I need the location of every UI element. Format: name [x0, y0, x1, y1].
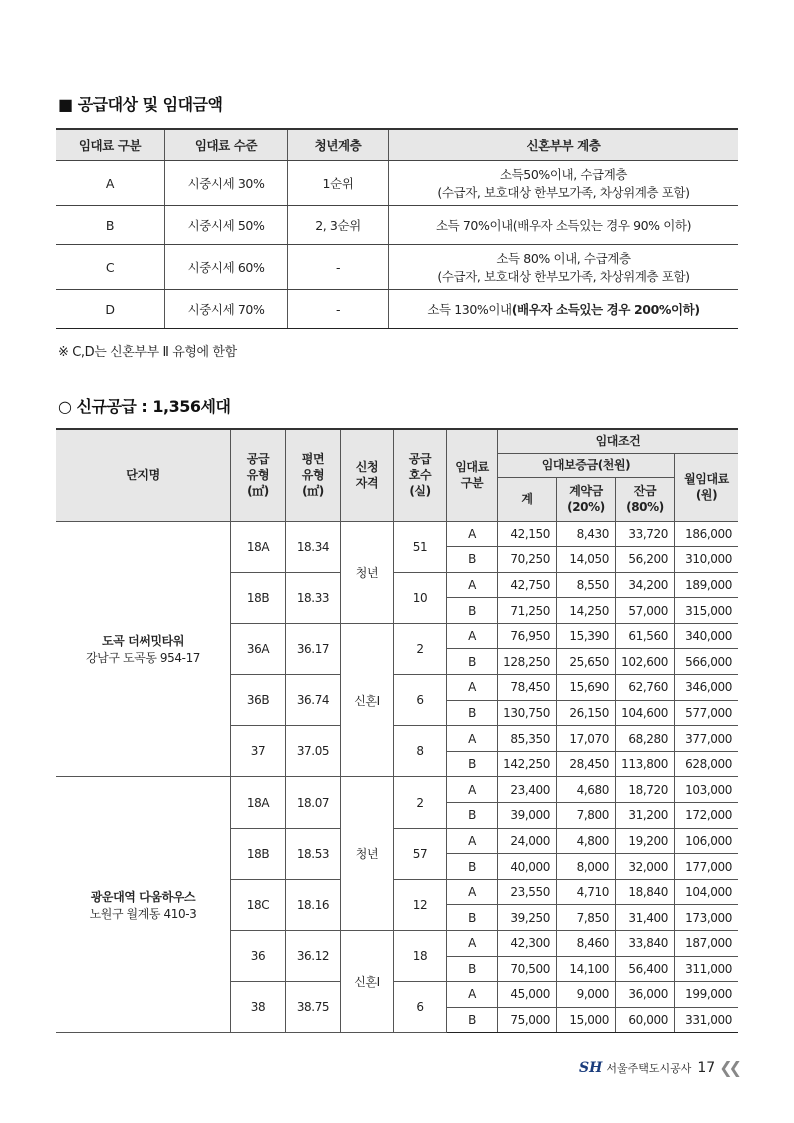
header-units: 공급 호수 (실) — [394, 429, 447, 521]
contract-cell: 9,000 — [557, 982, 616, 1008]
area-type-cell: 38.75 — [286, 982, 341, 1033]
table-row — [56, 245, 738, 290]
contract-cell: 28,450 — [557, 751, 616, 777]
balance-cell: 104,600 — [616, 700, 675, 726]
rent-class-cell: B — [447, 956, 498, 982]
balance-cell: 18,840 — [616, 879, 675, 905]
complex-address: 강남구 도곡동 954-17 — [85, 650, 201, 665]
units-cell: 8 — [394, 726, 447, 777]
area-type-cell: 36.12 — [286, 931, 341, 982]
monthly-rent-cell: 106,000 — [675, 828, 739, 854]
balance-cell: 60,000 — [616, 1007, 675, 1033]
contract-cell: 8,460 — [557, 931, 616, 957]
deposit-total-cell: 75,000 — [498, 1007, 557, 1033]
monthly-rent-cell: 104,000 — [675, 879, 739, 905]
qualification-cell: 청년 — [341, 521, 394, 623]
area-type-cell: 36.17 — [286, 623, 341, 674]
balance-cell: 102,600 — [616, 649, 675, 675]
organization-name: 서울주택도시공사 — [606, 1061, 692, 1075]
monthly-rent-cell: 346,000 — [675, 675, 739, 701]
header-newlywed: 신혼부부 계층 — [389, 129, 739, 161]
rent-class-cell: B — [447, 649, 498, 675]
deposit-total-cell: 42,150 — [498, 521, 557, 547]
complex-cell — [56, 521, 231, 777]
rent-class-cell: B — [447, 598, 498, 624]
units-cell: 2 — [394, 623, 447, 674]
qualification-cell: 신혼Ⅰ — [341, 623, 394, 777]
units-cell: 2 — [394, 777, 447, 828]
area-type-cell: 18.16 — [286, 879, 341, 930]
units-cell: 12 — [394, 879, 447, 930]
area-type-cell: 36.74 — [286, 675, 341, 726]
balance-cell: 19,200 — [616, 828, 675, 854]
monthly-rent-cell: 172,000 — [675, 803, 739, 829]
rent-class-cell: A — [447, 982, 498, 1008]
supply-type-cell: 36 — [231, 931, 286, 982]
area-type-cell: 37.05 — [286, 726, 341, 777]
rent-class-cell: B — [447, 905, 498, 931]
supply-type-cell: 36A — [231, 623, 286, 674]
area-type-cell: 18.07 — [286, 777, 341, 828]
complex-name: 광운대역 다움하우스 — [90, 889, 196, 904]
deposit-total-cell: 128,250 — [498, 649, 557, 675]
contract-cell: 17,070 — [557, 726, 616, 752]
rent-level-table — [56, 128, 738, 329]
table-row — [56, 161, 738, 206]
header-conditions: 임대조건 — [498, 429, 739, 453]
balance-cell: 33,720 — [616, 521, 675, 547]
newlywed-text-bold: (배우자 소득있는 경우 200%이하) — [511, 302, 700, 317]
monthly-rent-cell: 173,000 — [675, 905, 739, 931]
balance-cell: 34,200 — [616, 572, 675, 598]
newlywed-line: 소득 80% 이내, 수급계층 — [496, 251, 631, 266]
youth-cell: - — [288, 290, 389, 329]
header-rent-class: 임대료 구분 — [447, 429, 498, 521]
header-deposit: 임대보증금(천원) — [498, 453, 675, 477]
table-row — [56, 521, 738, 547]
units-cell: 57 — [394, 828, 447, 879]
area-type-cell: 18.53 — [286, 828, 341, 879]
monthly-rent-cell: 103,000 — [675, 777, 739, 803]
monthly-rent-cell: 577,000 — [675, 700, 739, 726]
complex-address: 노원구 월계동 410-3 — [89, 906, 197, 921]
new-supply-table-body — [56, 521, 738, 1033]
deposit-total-cell: 70,500 — [498, 956, 557, 982]
deposit-total-cell: 42,300 — [498, 931, 557, 957]
monthly-rent-cell: 340,000 — [675, 623, 739, 649]
supply-type-cell: 18B — [231, 828, 286, 879]
supply-type-cell: 18A — [231, 777, 286, 828]
supply-type-cell: 38 — [231, 982, 286, 1033]
newlywed-cell — [389, 290, 739, 329]
table-row — [56, 290, 738, 329]
balance-cell: 61,560 — [616, 623, 675, 649]
newlywed-line: (수급자, 보호대상 한부모가족, 차상위계층 포함) — [437, 185, 690, 200]
monthly-rent-cell: 189,000 — [675, 572, 739, 598]
contract-cell: 25,650 — [557, 649, 616, 675]
newlywed-cell — [389, 245, 739, 290]
deposit-total-cell: 71,250 — [498, 598, 557, 624]
newlywed-cell: 소득 70%이내(배우자 소득있는 경우 90% 이하) — [389, 206, 739, 245]
deposit-total-cell: 76,950 — [498, 623, 557, 649]
supply-type-cell: 36B — [231, 675, 286, 726]
rent-class-cell: A — [447, 726, 498, 752]
footnote: ※ C,D는 신혼부부 Ⅱ 유형에 한함 — [58, 345, 237, 360]
contract-cell: 4,710 — [557, 879, 616, 905]
table-row — [56, 206, 738, 245]
youth-cell: 1순위 — [288, 161, 389, 206]
rent-class-cell: D — [56, 290, 165, 329]
deposit-total-cell: 45,000 — [498, 982, 557, 1008]
page-number: 17 — [697, 1059, 716, 1076]
deposit-total-cell: 23,550 — [498, 879, 557, 905]
rent-class-cell: A — [447, 777, 498, 803]
header-contract: 계약금 (20%) — [557, 477, 616, 521]
header-rent-level: 임대료 수준 — [165, 129, 288, 161]
header-balance: 잔금 (80%) — [616, 477, 675, 521]
deposit-total-cell: 42,750 — [498, 572, 557, 598]
balance-cell: 68,280 — [616, 726, 675, 752]
deposit-total-cell: 23,400 — [498, 777, 557, 803]
rent-class-cell: C — [56, 245, 165, 290]
rent-class-cell: A — [447, 675, 498, 701]
table-row — [56, 777, 738, 803]
rent-level-cell: 시중시세 50% — [165, 206, 288, 245]
youth-cell: 2, 3순위 — [288, 206, 389, 245]
header-youth: 청년계층 — [288, 129, 389, 161]
header-total: 계 — [498, 477, 557, 521]
contract-cell: 14,250 — [557, 598, 616, 624]
rent-class-cell: B — [447, 1007, 498, 1033]
deposit-total-cell: 142,250 — [498, 751, 557, 777]
rent-level-cell: 시중시세 30% — [165, 161, 288, 206]
rent-class-cell: A — [447, 521, 498, 547]
deposit-total-cell: 40,000 — [498, 854, 557, 880]
area-type-cell: 18.33 — [286, 572, 341, 623]
rent-class-cell: A — [447, 931, 498, 957]
monthly-rent-cell: 628,000 — [675, 751, 739, 777]
balance-cell: 33,840 — [616, 931, 675, 957]
section-title-new-supply: ○ 신규공급 : 1,356세대 — [58, 397, 231, 416]
header-monthly-rent: 월임대료 (원) — [675, 453, 739, 521]
header-area-type: 평면 유형 (㎡) — [286, 429, 341, 521]
contract-cell: 7,800 — [557, 803, 616, 829]
contract-cell: 7,850 — [557, 905, 616, 931]
monthly-rent-cell: 187,000 — [675, 931, 739, 957]
rent-class-cell: A — [447, 828, 498, 854]
units-cell: 6 — [394, 982, 447, 1033]
balance-cell: 32,000 — [616, 854, 675, 880]
rent-level-cell: 시중시세 70% — [165, 290, 288, 329]
qualification-cell: 신혼Ⅰ — [341, 931, 394, 1033]
deposit-total-cell: 130,750 — [498, 700, 557, 726]
area-type-cell: 18.34 — [286, 521, 341, 572]
balance-cell: 113,800 — [616, 751, 675, 777]
header-rent-class: 임대료 구분 — [56, 129, 165, 161]
rent-class-cell: A — [447, 572, 498, 598]
rent-class-cell: B — [447, 700, 498, 726]
newlywed-line: 소득50%이내, 수급계층 — [499, 167, 628, 182]
monthly-rent-cell: 377,000 — [675, 726, 739, 752]
monthly-rent-cell: 310,000 — [675, 547, 739, 573]
rent-class-cell: B — [447, 547, 498, 573]
rent-class-cell: A — [56, 161, 165, 206]
page-footer — [579, 1058, 738, 1077]
newlywed-line: (수급자, 보호대상 한부모가족, 차상위계층 포함) — [437, 269, 690, 284]
deposit-total-cell: 39,250 — [498, 905, 557, 931]
header-supply-type: 공급 유형 (㎡) — [231, 429, 286, 521]
complex-cell — [56, 777, 231, 1033]
monthly-rent-cell: 186,000 — [675, 521, 739, 547]
balance-cell: 56,200 — [616, 547, 675, 573]
contract-cell: 14,100 — [557, 956, 616, 982]
contract-cell: 4,800 — [557, 828, 616, 854]
deposit-total-cell: 78,450 — [498, 675, 557, 701]
qualification-cell: 청년 — [341, 777, 394, 931]
contract-cell: 15,390 — [557, 623, 616, 649]
rent-level-cell: 시중시세 60% — [165, 245, 288, 290]
sh-logo: SH — [579, 1059, 603, 1076]
deposit-total-cell: 39,000 — [498, 803, 557, 829]
balance-cell: 31,400 — [616, 905, 675, 931]
monthly-rent-cell: 311,000 — [675, 956, 739, 982]
monthly-rent-cell: 177,000 — [675, 854, 739, 880]
rent-class-cell: A — [447, 879, 498, 905]
units-cell: 10 — [394, 572, 447, 623]
monthly-rent-cell: 566,000 — [675, 649, 739, 675]
rent-class-cell: B — [447, 751, 498, 777]
rent-class-cell: B — [447, 803, 498, 829]
units-cell: 51 — [394, 521, 447, 572]
balance-cell: 62,760 — [616, 675, 675, 701]
contract-cell: 8,550 — [557, 572, 616, 598]
supply-type-cell: 18C — [231, 879, 286, 930]
contract-cell: 8,430 — [557, 521, 616, 547]
contract-cell: 15,000 — [557, 1007, 616, 1033]
balance-cell: 31,200 — [616, 803, 675, 829]
units-cell: 18 — [394, 931, 447, 982]
monthly-rent-cell: 331,000 — [675, 1007, 739, 1033]
contract-cell: 26,150 — [557, 700, 616, 726]
contract-cell: 8,000 — [557, 854, 616, 880]
rent-class-cell: A — [447, 623, 498, 649]
chevron-left-icon: ❮❮ — [719, 1058, 738, 1077]
balance-cell: 56,400 — [616, 956, 675, 982]
balance-cell: 18,720 — [616, 777, 675, 803]
newlywed-cell — [389, 161, 739, 206]
youth-cell: - — [288, 245, 389, 290]
contract-cell: 15,690 — [557, 675, 616, 701]
supply-type-cell: 18B — [231, 572, 286, 623]
rent-class-cell: B — [56, 206, 165, 245]
supply-type-cell: 37 — [231, 726, 286, 777]
balance-cell: 36,000 — [616, 982, 675, 1008]
section-title-supply-target: ■ 공급대상 및 임대금액 — [58, 95, 223, 114]
contract-cell: 4,680 — [557, 777, 616, 803]
deposit-total-cell: 85,350 — [498, 726, 557, 752]
complex-name: 도곡 더써밋타워 — [101, 633, 185, 648]
deposit-total-cell: 24,000 — [498, 828, 557, 854]
rent-class-cell: B — [447, 854, 498, 880]
contract-cell: 14,050 — [557, 547, 616, 573]
new-supply-table — [56, 428, 738, 1033]
supply-type-cell: 18A — [231, 521, 286, 572]
monthly-rent-cell: 199,000 — [675, 982, 739, 1008]
balance-cell: 57,000 — [616, 598, 675, 624]
deposit-total-cell: 70,250 — [498, 547, 557, 573]
header-complex: 단지명 — [56, 429, 231, 521]
newlywed-text: 소득 130%이내 — [427, 302, 512, 317]
header-qualification: 신청 자격 — [341, 429, 394, 521]
monthly-rent-cell: 315,000 — [675, 598, 739, 624]
units-cell: 6 — [394, 675, 447, 726]
